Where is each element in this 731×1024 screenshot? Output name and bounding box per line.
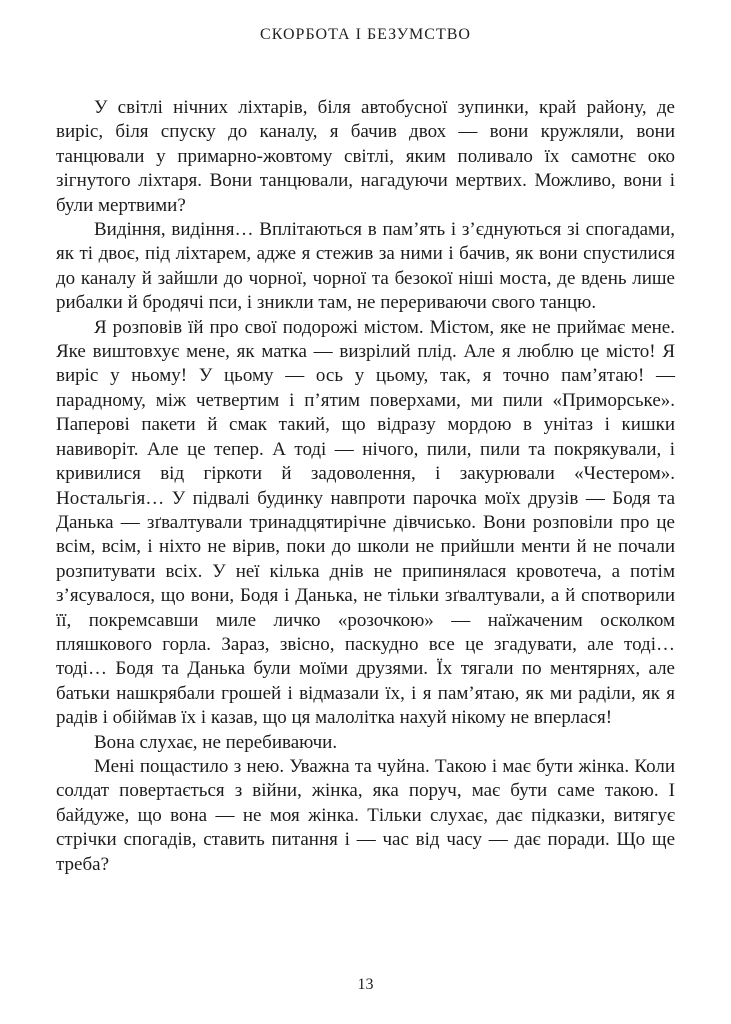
- paragraph: Видіння, видіння… Вплітаються в пам’ять і з’єднуються зі спогадами, як ті двоє, під ліхтарем, адже я стежив за ними і бачив, як вони спустилися до каналу й зайшли до чорної, чорної та безокої ніші моста, де вдень лише рибалки й бродячі пси, і зникли там, не перериваючи свого танцю.: [56, 219, 675, 314]
- page-number: 13: [357, 976, 374, 993]
- running-header: СКОРБОТА І БЕЗУМСТВО: [260, 26, 471, 43]
- paragraph: Я розповів їй про свої подорожі містом. Містом, яке не приймає мене. Яке виштовхує мене, як матка — визрілий плід. Але я люблю це місто! Я виріс у ньому! У цьому — ось у цьому, так, я точно пам’ятаю! — парадному, між четвертим і п’ятим поверхами, ми пили «Приморське». Паперові пакети й смак такий, що відразу мордою в унітаз і кишки навиворіт. Але це тепер. А тоді — нічого, пили, пили та покрякували, і кривилися від гіркоти й задоволення, і закурювали «Честером». Ностальгія… У підвалі будинку навпроти парочка моїх друзів — Бодя та Данька — зґвалтували тринадцятирічне дівчисько. Вони розповіли про це всім, всім, і ніхто не вірив, поки до школи не прийшли менти й не почали розпитувати всіх. У неї кілька днів не припинялася кровотеча, а потім з’ясувалося, що вони, Бодя і Данька, не тільки зґвалтували, а й спотворили її, покремсавши миле личко «розочкою» — наїжаченим осколком пляшкового горла. Зараз, звісно, паскудно все це згадувати, але тоді… тоді… Бодя та Данька були моїми друзями. Їх тягали по ментярнях, але батьки нашкрябали грошей і відмазали їх, і я пам’ятаю, як ми раділи, як я радів і обіймав їх і казав, що ця малолітка нахуй нікому не вперлася!: [56, 316, 675, 729]
- paragraph: Мені пощастило з нею. Уважна та чуйна. Такою і має бути жінка. Коли солдат повертається з війни, жінка, яка поруч, має бути саме такою. І байдуже, що вона — не моя жінка. Тільки слухає, дає підказки, витягує стрічки спогадів, ставить питання і — час від часу — дає поради. Що ще треба?: [56, 755, 675, 875]
- paragraph: У світлі нічних ліхтарів, біля автобусної зупинки, край району, де виріс, біля спуску до каналу, я бачив двох — вони кружляли, вони танцювали у примарно-жовтому світлі, яким поливало їх самотнє око зігнутого ліхтаря. Вони танцювали, нагадуючи мертвих. Можливо, вони і були мертвими?: [56, 97, 675, 216]
- paragraph: Вона слухає, не перебиваючи.: [94, 731, 338, 753]
- text-block: [56, 96, 675, 877]
